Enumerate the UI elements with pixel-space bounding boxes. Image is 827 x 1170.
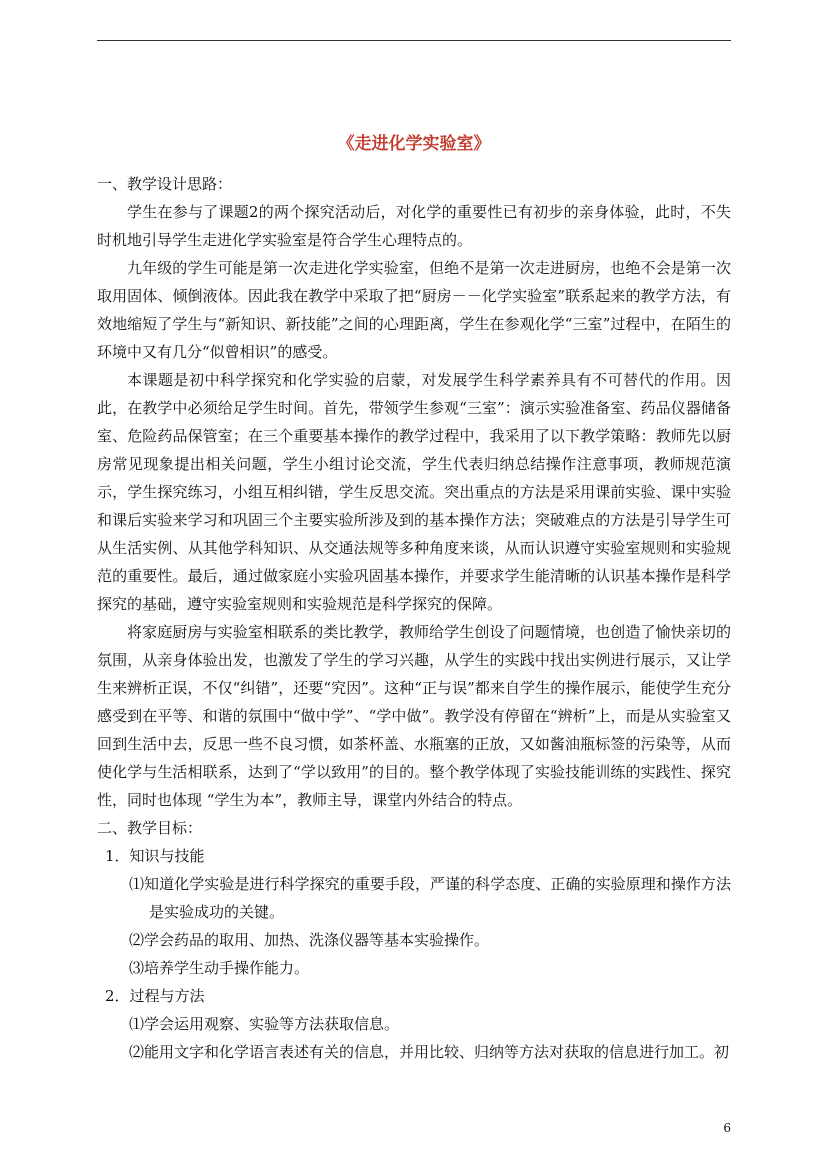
goal-heading-process-method: 2．过程与方法 <box>105 987 205 1005</box>
document-body <box>97 170 731 1066</box>
page-number: 6 <box>723 1121 731 1135</box>
goal-item-2-2: ⑵能用文字和化学语言表述有关的信息，并用比较、归纳等方法对获取的信息进行加工。初 <box>129 1043 730 1061</box>
section-heading-teaching-goals: 二、教学目标： <box>97 819 203 837</box>
goal-item-2-1: ⑴学会运用观察、实验等方法获取信息。 <box>129 1015 400 1033</box>
section-heading-design-ideas: 一、教学设计思路： <box>97 175 233 193</box>
paragraph-2: 九年级的学生可能是第一次走进化学实验室，但绝不是第一次走进厨房，也绝不会是第一次取用固体、倾倒液体。因此我在教学中采取了把“厨房－－化学实验室”联系起来的教学方法，有效地缩短了学生与“新知识、新技能”之间的心理距离，学生在参观化学“三室”过程中，在陌生的环境中又有几分“似曾相识”的感受。 <box>97 259 731 361</box>
paragraph-3: 本课题是初中科学探究和化学实验的启蒙，对发展学生科学素养具有不可替代的作用。因此，在教学中必须给足学生时间。首先，带领学生参观“三室”：演示实验准备室、药品仪器储备室、危险药品保管室；在三个重要基本操作的教学过程中，我采用了以下教学策略：教师先以厨房常见现象提出相关问题，学生小组讨论交流，学生代表归纳总结操作注意事项，教师规范演示，学生探究练习，小组互相纠错，学生反思交流。突出重点的方法是采用课前实验、课中实验和课后实验来学习和巩固三个主要实验所涉及到的基本操作方法；突破难点的方法是引导学生可从生活实例、从其他学科知识、从交通法规等多种角度来谈，从而认识遵守实验室规则和实验规范的重要性。最后，通过做家庭小实验巩固基本操作，并要求学生能清晰的认识基本操作是科学探究的基础，遵守实验室规则和实验规范是科学探究的保障。 <box>97 371 731 613</box>
paragraph-1: 学生在参与了课题2的两个探究活动后，对化学的重要性已有初步的亲身体验，此时，不失时机地引导学生走进化学实验室是符合学生心理特点的。 <box>97 203 731 249</box>
goal-heading-knowledge-skills: 1．知识与技能 <box>105 847 205 865</box>
goal-item-1-3: ⑶培养学生动手操作能力。 <box>129 959 310 977</box>
goal-item-1-2: ⑵学会药品的取用、加热、洗涤仪器等基本实验操作。 <box>129 931 490 949</box>
document-title: 《走进化学实验室》 <box>337 134 491 154</box>
goal-item-1-1: ⑴知道化学实验是进行科学探究的重要手段，严谨的科学态度、正确的实验原理和操作方法是实验成功的关键。 <box>129 875 731 921</box>
paragraph-4: 将家庭厨房与实验室相联系的类比教学，教师给学生创设了问题情境，也创造了愉快亲切的氛围，从亲身体验出发，也激发了学生的学习兴趣，从学生的实践中找出实例进行展示，又让学生来辨析正误，不仅“纠错”，还要“究因”。这种“正与误”都来自学生的操作展示，能使学生充分感受到在平等、和谐的氛围中“做中学”、“学中做”。教学没有停留在“辨析”上，而是从实验室又回到生活中去，反思一些不良习惯，如茶杯盖、水瓶塞的正放，又如酱油瓶标签的污染等，从而使化学与生活相联系，达到了“学以致用”的目的。整个教学体现了实验技能训练的实践性、探究性，同时也体现 “学生为本”，教师主导，课堂内外结合的特点。 <box>97 623 731 809</box>
header-rule <box>97 40 731 41</box>
